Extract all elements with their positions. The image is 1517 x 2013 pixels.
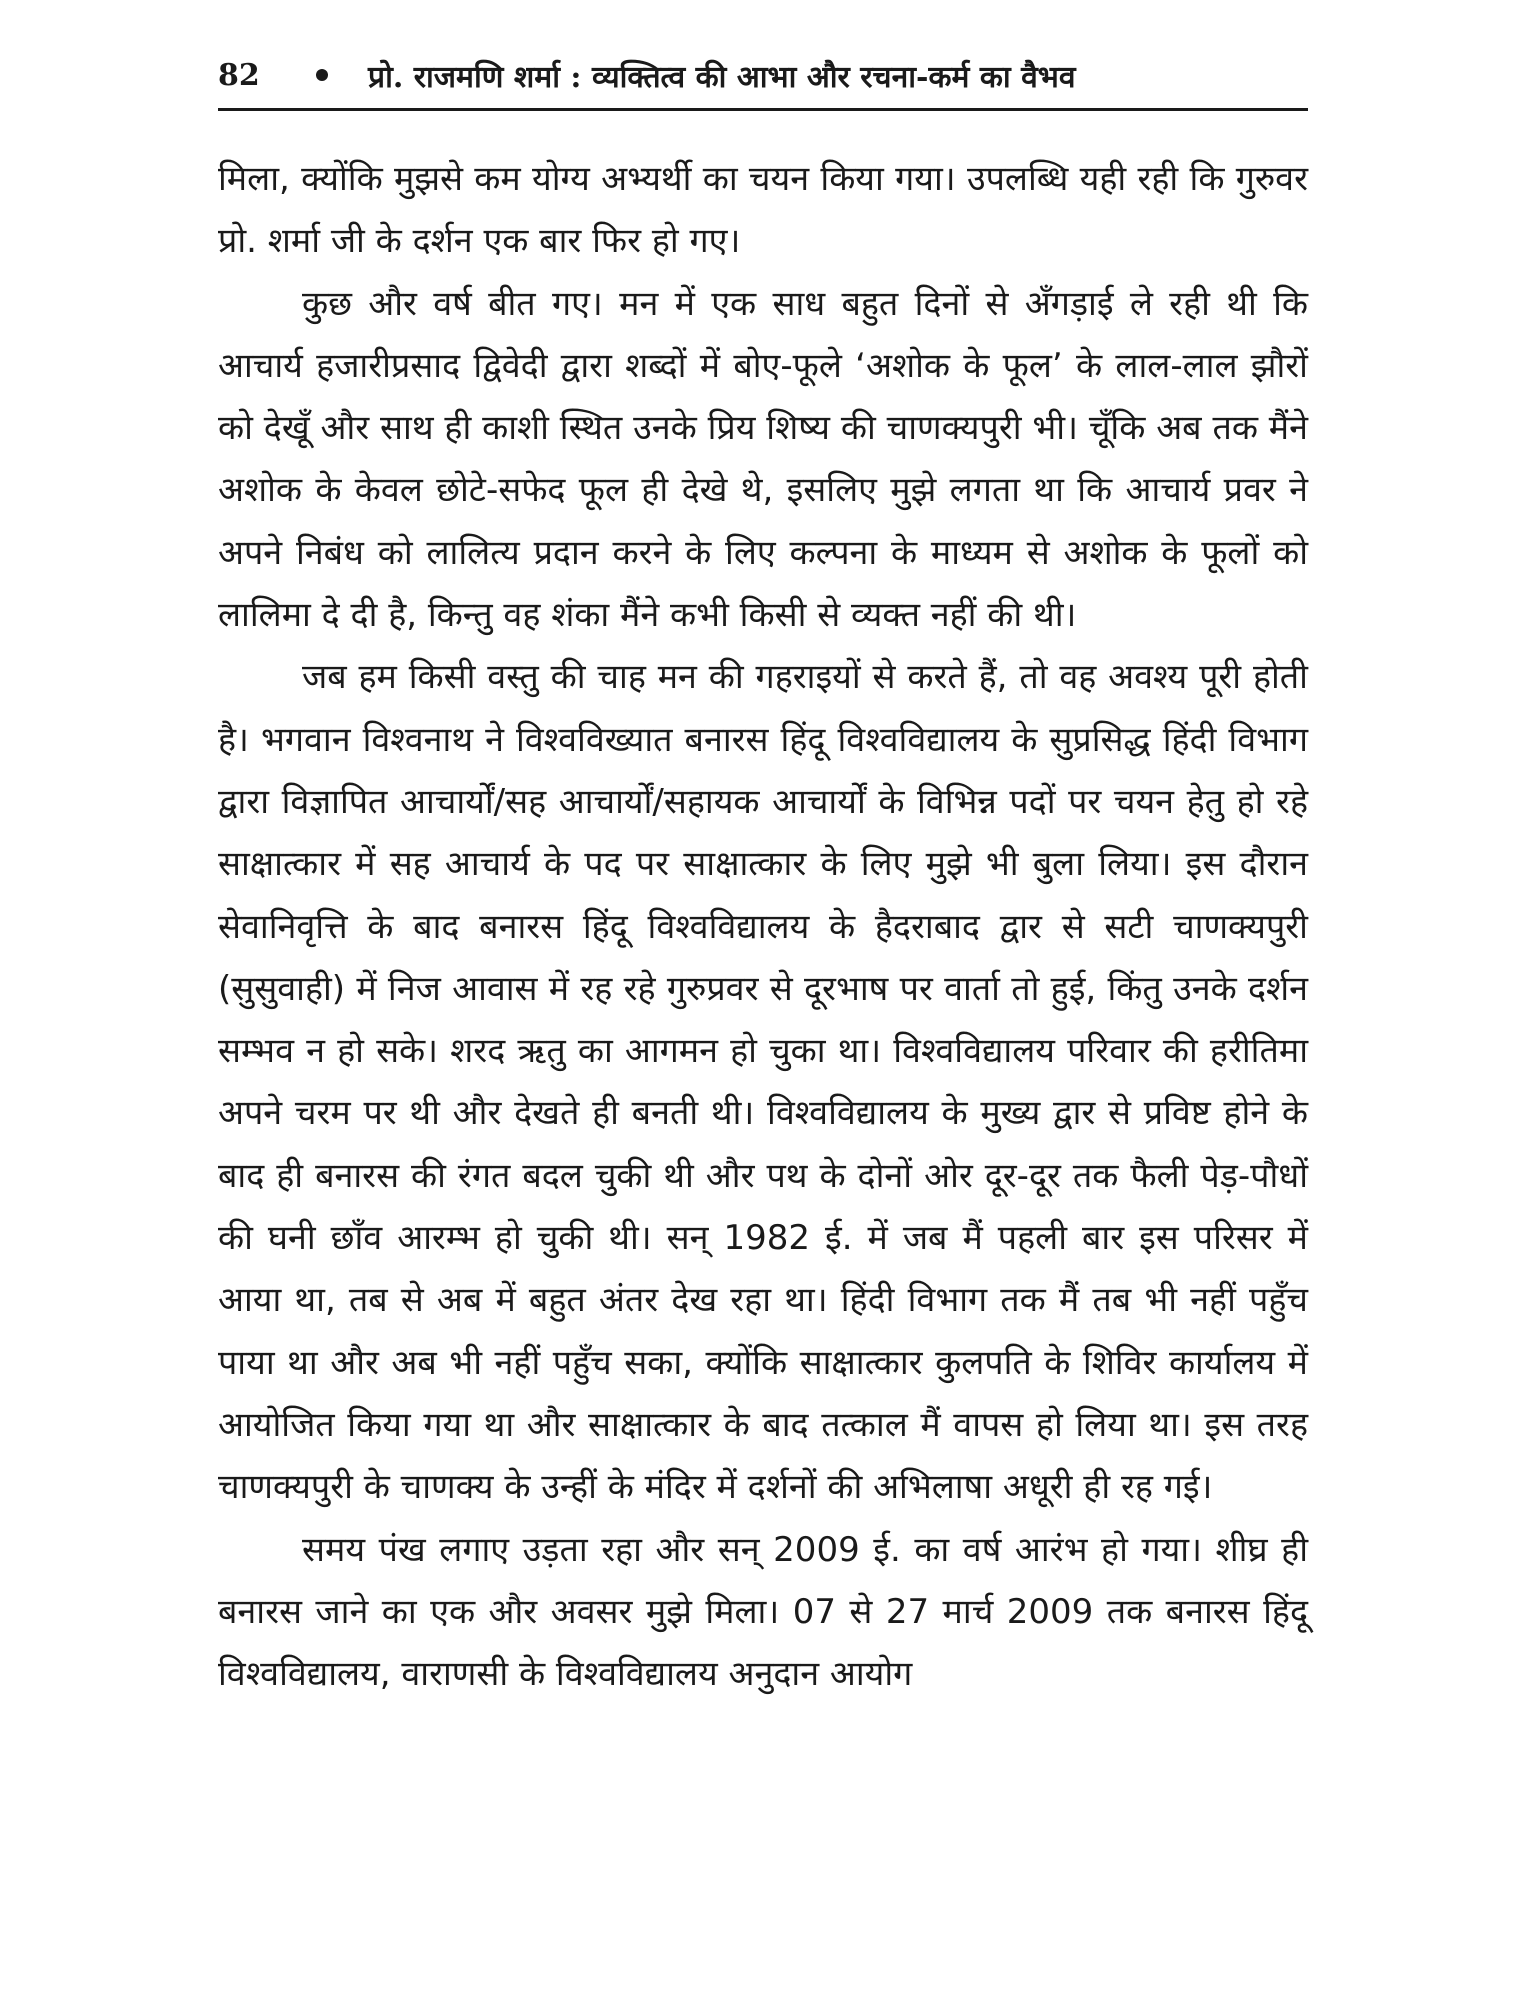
paragraph: समय पंख लगाए उड़ता रहा और सन् 2009 ई. का वर्ष आरंभ हो गया। शीघ्र ही बनारस जाने का एक और अवसर मुझे मिला। 07 से 27 मार्च 2009 तक बनारस हिंदू विश्वविद्यालय, वाराणसी के विश्वविद्यालय अनुदान आयोग	[218, 1529, 1308, 1695]
paragraph: जब हम किसी वस्तु की चाह मन की गहराइयों से करते हैं, तो वह अवश्य पूरी होती है। भगवान विश्वनाथ ने विश्वविख्यात बनारस हिंदू विश्वविद्यालय के सुप्रसिद्ध हिंदी विभाग द्वारा विज्ञापित आचार्यों/सह आचार्यों/सहायक आचार्यों के विभिन्न पदों पर चयन हेतु हो रहे साक्षात्कार में सह आचार्य के पद पर साक्षात्कार के लिए मुझे भी बुला लिया। इस दौरान सेवानिवृत्ति के बाद बनारस हिंदू विश्वविद्यालय के हैदराबाद द्वार से सटी चाणक्यपुरी (सुसुवाही) में निज आवास में रह रहे गुरुप्रवर से दूरभाष पर वार्ता तो हुई, किंतु उनके दर्शन सम्भव न हो सके। शरद ऋतु का आगमन हो चुका था। विश्वविद्यालय परिवार की हरीतिमा अपने चरम पर थी और देखते ही बनती थी। विश्वविद्यालय के मुख्य द्वार से प्रविष्ट होने के बाद ही बनारस की रंगत बदल चुकी थी और पथ के दोनों ओर दूर-दूर तक फैली पेड़-पौधों की घनी छाँव आरम्भ हो चुकी थी। सन् 1982 ई. में जब मैं पहली बार इस परिसर में आया था, तब से अब में बहुत अंतर देख रहा था। हिंदी विभाग तक मैं तब भी नहीं पहुँच पाया था और अब भी नहीं पहुँच सका, क्योंकि साक्षात्कार कुलपति के शिविर कार्यालय में आयोजित किया गया था और साक्षात्कार के बाद तत्काल मैं वापस हो लिया था। इस तरह चाणक्यपुरी के चाणक्य के उन्हीं के मंदिर में दर्शनों की अभिलाषा अधूरी ही रह गई।	[218, 657, 1308, 1508]
paragraph-continued: मिला, क्योंकि मुझसे कम योग्य अभ्यर्थी का चयन किया गया। उपलब्धि यही रही कि गुरुवर प्रो. शर्मा जी के दर्शन एक बार फिर हो गए।	[218, 159, 1308, 262]
bullet-separator-icon	[316, 69, 328, 81]
running-head	[218, 44, 1308, 106]
header-divider	[218, 108, 1308, 111]
paragraph: कुछ और वर्ष बीत गए। मन में एक साध बहुत दिनों से अँगड़ाई ले रही थी कि आचार्य हजारीप्रसाद द्विवेदी द्वारा शब्दों में बोए-फूले ‘अशोक के फूल’ के लाल-लाल झौरों को देखूँ और साथ ही काशी स्थित उनके प्रिय शिष्य की चाणक्यपुरी भी। चूँकि अब तक मैंने अशोक के केवल छोटे-सफेद फूल ही देखे थे, इसलिए मुझे लगता था कि आचार्य प्रवर ने अपने निबंध को लालित्य प्रदान करने के लिए कल्पना के माध्यम से अशोक के फूलों को लालिमा दे दी है, किन्तु वह शंका मैंने कभी किसी से व्यक्त नहीं की थी।	[218, 283, 1308, 636]
page-number: 82	[218, 57, 260, 93]
book-title: प्रो. राजमणि शर्मा : व्यक्तित्व की आभा और रचना-कर्म का वैभव	[368, 59, 1076, 95]
body-text	[218, 148, 1308, 1705]
